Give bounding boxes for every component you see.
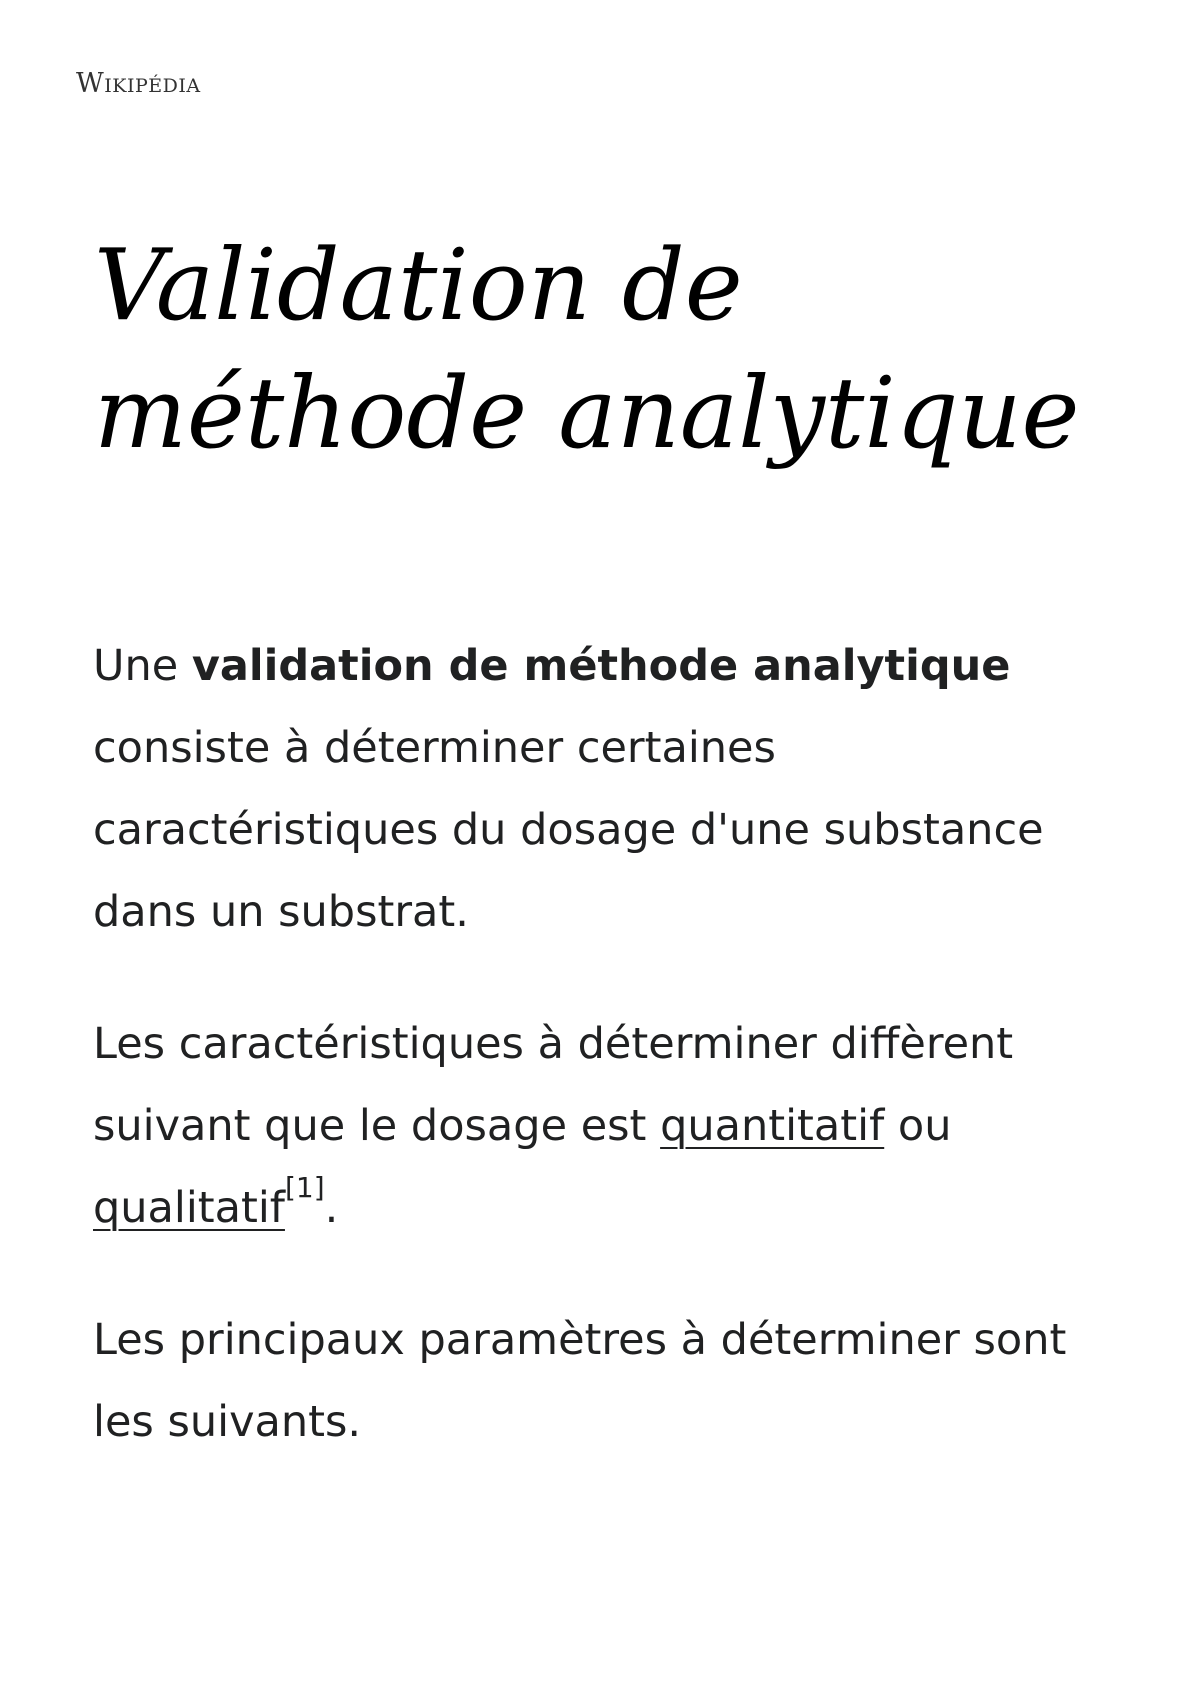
page-title: Validation de méthode analytique xyxy=(94,229,1080,471)
intro-bold-term: validation de méthode analytique xyxy=(191,641,1011,691)
characteristics-prefix: Les caractéristiques à déterminer diffèrent suivant que le dosage est xyxy=(93,1019,1014,1151)
characteristics-middle: ou xyxy=(884,1101,952,1151)
link-quantitatif[interactable]: quantitatif xyxy=(660,1101,885,1151)
intro-prefix: Une xyxy=(93,641,192,691)
intro-suffix: consiste à déterminer certaines caractéristiques du dosage d'une substance dans un substrat. xyxy=(93,723,1044,937)
intro-paragraph xyxy=(93,625,1123,953)
characteristics-suffix: . xyxy=(324,1183,339,1233)
characteristics-paragraph xyxy=(93,1003,1123,1249)
reference-superscript xyxy=(285,1171,325,1204)
wikipedia-logo[interactable]: Wikipédia xyxy=(76,68,201,99)
reference-link-1[interactable]: [1] xyxy=(284,1170,325,1204)
parameters-paragraph: Les principaux paramètres à déterminer sont les suivants. xyxy=(93,1315,1067,1447)
article-body xyxy=(93,625,1123,1513)
link-qualitatif[interactable]: qualitatif xyxy=(93,1183,285,1233)
